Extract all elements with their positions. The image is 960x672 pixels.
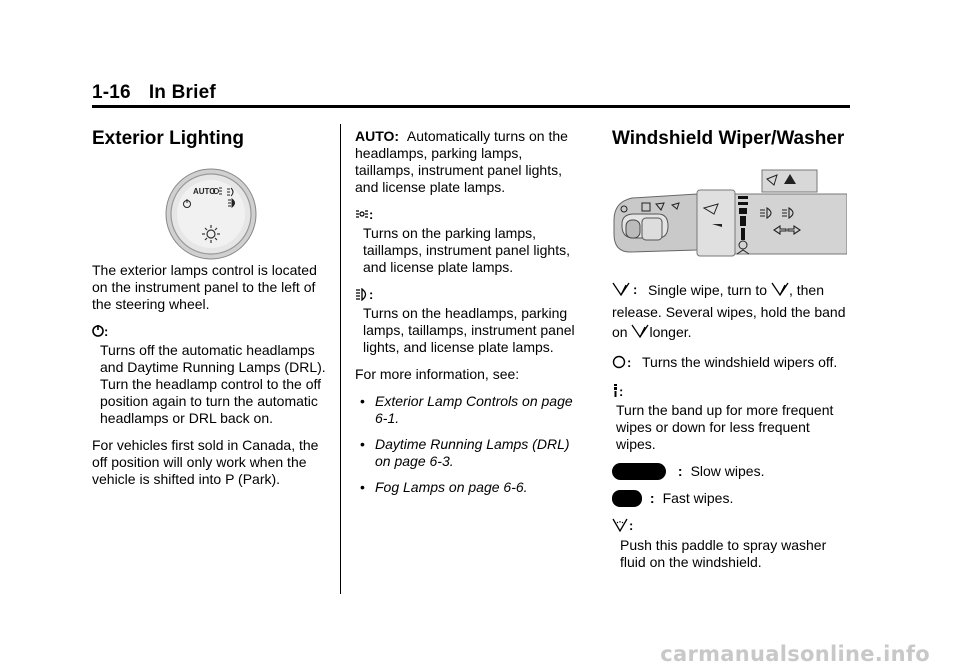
mist-wipe-icon (631, 323, 649, 344)
reference-links (355, 393, 585, 496)
header-rule (92, 105, 850, 108)
auto-description: Automatically turns on the headlamps, parking lamps, taillamps, instrument panel lights, and license plate lamps. (355, 128, 568, 195)
watermark: carmanualsonline.info (660, 642, 930, 666)
fast-wipes-description: Fast wipes. (662, 490, 734, 506)
lighting-column-2 (355, 128, 585, 505)
more-info-text: For more information, see: (355, 366, 520, 382)
canada-note: For vehicles first sold in Canada, the off position will only work when the vehicle is shifted into P (Park). (92, 437, 319, 487)
off-circle-icon (612, 355, 634, 373)
wipers-off-paragraph (612, 354, 852, 373)
lighting-column-1 (92, 262, 332, 498)
svg-text::: : (619, 384, 624, 398)
page-header (92, 82, 216, 104)
svg-text::: : (369, 208, 374, 221)
delay-band-description: Turn the band up for more frequent wipes or down for less frequent wipes. (616, 402, 834, 452)
fast-wipe-icon (612, 490, 642, 507)
link-daytime-running-lamps[interactable]: • Daytime Running Lamps (DRL) on page 6-3. (355, 436, 585, 470)
slow-wipes-description: Slow wipes. (690, 463, 765, 479)
delay-band-icon (612, 383, 626, 402)
svg-text::: : (629, 518, 634, 533)
parking-lamps-paragraph (355, 206, 585, 276)
headlamp-icon (355, 288, 375, 305)
single-wipe-paragraph (612, 280, 852, 344)
single-wipe-text-a: Single wipe, turn to (648, 282, 768, 298)
mist-wipe-icon (612, 281, 640, 302)
washer-paragraph (612, 517, 852, 571)
link-exterior-lamp-controls[interactable]: • Exterior Lamp Controls on page 6-1. (355, 393, 585, 427)
wiper-washer-title: Windshield Wiper/Washer (612, 128, 845, 149)
single-wipe-text-c: longer. (649, 324, 692, 340)
svg-text::: : (369, 288, 374, 301)
headlamps-description: Turns on the headlamps, parking lamps, taillamps, instrument panel lights, and license plate lamps. (363, 305, 575, 355)
washer-description: Push this paddle to spray washer fluid on the windshield. (620, 537, 827, 570)
svg-text::: : (633, 282, 638, 297)
headlamps-paragraph (355, 286, 585, 356)
wipers-off-description: Turns the windshield wipers off. (642, 354, 838, 370)
link-fog-lamps[interactable]: • Fog Lamps on page 6-6. (355, 479, 585, 496)
single-wipe-text-b: , then release. Several wipes, hold the band on (612, 282, 846, 340)
delay-band-paragraph (612, 383, 852, 453)
mist-wipe-icon (771, 281, 789, 302)
fast-wipes-paragraph: : Fast wipes. (612, 490, 852, 507)
wiper-column (612, 280, 852, 581)
parking-lamps-description: Turns on the parking lamps, taillamps, instrument panel lights, and license plate lamps. (363, 225, 570, 275)
headlamp-knob-illustration (165, 168, 257, 265)
slow-wipes-paragraph: : Slow wipes. (612, 463, 852, 480)
off-position-paragraph (92, 323, 332, 427)
wiper-stalk-illustration (612, 168, 847, 263)
parking-lamps-icon (355, 208, 375, 225)
auto-paragraph (355, 128, 585, 196)
column-divider (340, 124, 341, 594)
lighting-intro: The exterior lamps control is located on the instrument panel to the left of the steering wheel. (92, 262, 317, 312)
slow-wipe-icon (612, 463, 666, 480)
page-number: 1-16 (92, 82, 131, 103)
washer-spray-icon (612, 517, 636, 537)
exterior-lighting-title: Exterior Lighting (92, 128, 244, 149)
auto-label: AUTO: (355, 128, 400, 144)
svg-text::: : (627, 355, 632, 369)
power-off-icon (92, 324, 110, 342)
svg-text::: : (104, 324, 109, 338)
section-title: In Brief (148, 82, 216, 103)
knob-auto-label: AUTO (193, 187, 216, 196)
off-description: Turns off the automatic headlamps and Daytime Running Lamps (DRL). Turn the headlamp control to the off position again to turn the automatic headlamps or DRL back on. (100, 342, 326, 426)
